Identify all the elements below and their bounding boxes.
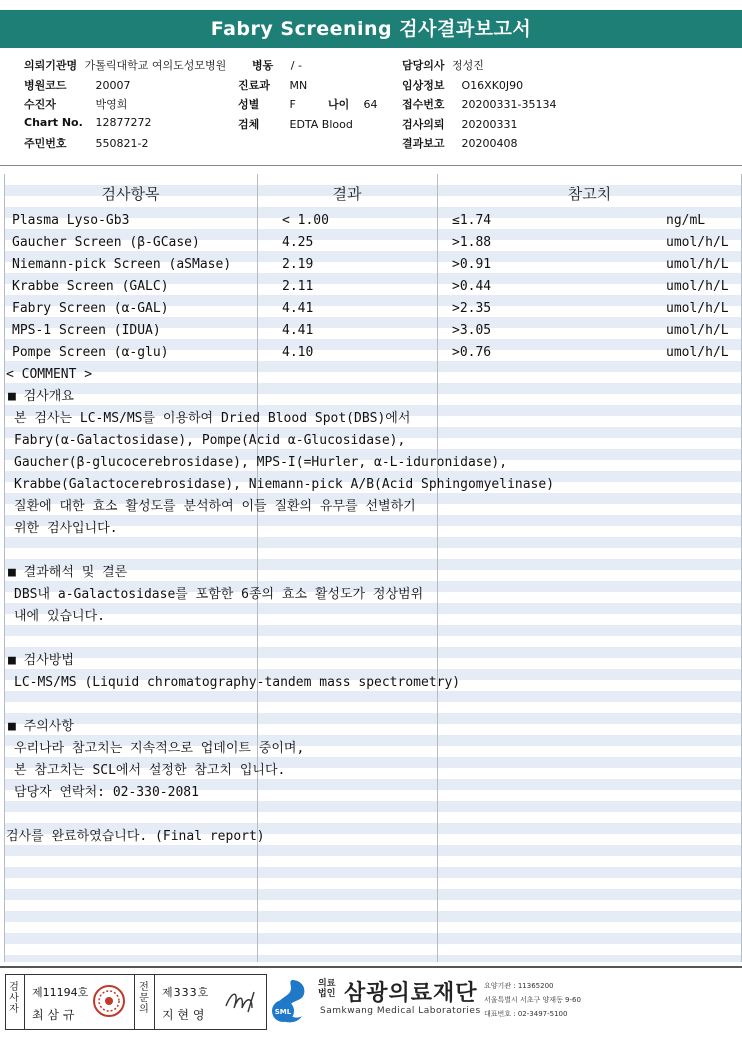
overview-line: Gaucher(β-glucocerebrosidase), MPS-I(=Hurler, α-L-iduronidase), bbox=[14, 455, 508, 470]
specialist-license: 제333호 bbox=[162, 986, 210, 999]
notice-line: 우리나라 참고치는 지속적으로 업데이트 중이며, bbox=[14, 741, 305, 756]
row-reference: >1.88 bbox=[452, 235, 492, 250]
overview-title: ■ 검사개요 bbox=[8, 389, 74, 404]
sex-value: F bbox=[289, 98, 296, 111]
ward-value: / - bbox=[290, 59, 302, 72]
row-test-name: Plasma Lyso-Gb3 bbox=[12, 213, 130, 228]
row-test-name: Pompe Screen (α-glu) bbox=[12, 345, 169, 360]
resident-no-label: 주민번호 bbox=[24, 137, 67, 150]
sex-label: 성별 bbox=[238, 98, 260, 111]
notice-line: 본 참고치는 SCL에서 설정한 참고치 입니다. bbox=[14, 763, 286, 778]
company-address: 서울특별시 서초구 양재동 9-60 bbox=[484, 996, 581, 1004]
row-unit: umol/h/L bbox=[666, 345, 729, 360]
signature-divider bbox=[154, 974, 155, 1030]
col-divider-2 bbox=[437, 174, 438, 962]
resident-no-value: 550821-2 bbox=[95, 137, 149, 150]
header-result: 결과 bbox=[332, 185, 362, 203]
overview-line: Krabbe(Galactocerebrosidase), Niemann-pick A/B(Acid Sphingomyelinase) bbox=[14, 477, 555, 492]
header-item: 검사항목 bbox=[101, 185, 160, 203]
interpretation-line: 내에 있습니다. bbox=[14, 609, 106, 624]
row-reference: >3.05 bbox=[452, 323, 492, 338]
row-unit: umol/h/L bbox=[666, 301, 729, 316]
examiner-label: 검사자 bbox=[9, 982, 19, 1015]
doctor-value: 정성진 bbox=[452, 59, 484, 72]
info-divider bbox=[0, 165, 742, 166]
institution-value: 가톨릭대학교 여의도성모병원 bbox=[84, 59, 227, 72]
hospital-code-label: 병원코드 bbox=[24, 79, 67, 92]
row-unit: umol/h/L bbox=[666, 279, 729, 294]
dept-value: MN bbox=[289, 79, 308, 92]
dept-label: 진료과 bbox=[238, 79, 270, 92]
signature-divider bbox=[24, 974, 25, 1030]
row-reference: >2.35 bbox=[452, 301, 492, 316]
corp-label-line-2: 법인 bbox=[318, 989, 336, 999]
overview-line: 본 검사는 LC-MS/MS를 이용하여 Dried Blood Spot(DBS)에서 bbox=[14, 411, 411, 426]
row-result: < 1.00 bbox=[282, 213, 329, 228]
row-unit: ng/mL bbox=[666, 213, 706, 228]
final-report-note: 검사를 완료하였습니다. (Final report) bbox=[6, 829, 265, 844]
company-english-name: Samkwang Medical Laboratories bbox=[320, 1006, 481, 1016]
care-institution-code: 요양기관 : 11365200 bbox=[484, 982, 554, 990]
notice-line: 담당자 연락처: 02-330-2081 bbox=[14, 785, 199, 800]
corp-type-label bbox=[318, 979, 335, 999]
overview-line: Fabry(α-Galactosidase), Pompe(Acid α-Glucosidase), bbox=[14, 433, 406, 448]
clinical-value: O16XK0J90 bbox=[461, 79, 524, 92]
row-result: 4.41 bbox=[282, 301, 314, 316]
examinee-label: 수진자 bbox=[24, 98, 56, 111]
specialist-name: 지 현 영 bbox=[162, 1008, 205, 1022]
row-unit: umol/h/L bbox=[666, 257, 729, 272]
report-title: Fabry Screening 검사결과보고서 bbox=[0, 10, 742, 48]
row-unit: umol/h/L bbox=[666, 323, 729, 338]
interpretation-title: ■ 결과해석 및 결론 bbox=[8, 565, 128, 580]
company-name: 삼광의료재단 bbox=[344, 981, 478, 1006]
overview-line: 질환에 대한 효소 활성도를 분석하여 이들 질환의 유무를 선별하기 bbox=[14, 499, 416, 514]
row-test-name: Fabry Screen (α-GAL) bbox=[12, 301, 169, 316]
report-date-label: 결과보고 bbox=[402, 137, 445, 150]
row-reference: ≤1.74 bbox=[452, 213, 492, 228]
request-date-label: 검사의뢰 bbox=[402, 118, 445, 131]
logo-text: SML bbox=[274, 1008, 292, 1016]
specimen-label: 검체 bbox=[238, 118, 260, 131]
notice-title: ■ 주의사항 bbox=[8, 719, 74, 734]
ward-label: 병동 bbox=[252, 59, 274, 72]
request-date-value: 20200331 bbox=[461, 118, 518, 131]
row-reference: >0.44 bbox=[452, 279, 492, 294]
header-reference: 참고치 bbox=[567, 185, 612, 203]
row-unit: umol/h/L bbox=[666, 235, 729, 250]
row-result: 2.19 bbox=[282, 257, 314, 272]
examiner-name: 최 삼 규 bbox=[32, 1008, 75, 1022]
company-phone: 대표번호 : 02-3497-5100 bbox=[484, 1010, 568, 1018]
row-result: 4.25 bbox=[282, 235, 314, 250]
overview-line: 위한 검사입니다. bbox=[14, 521, 118, 536]
sml-logo-icon bbox=[270, 976, 316, 1028]
row-test-name: Niemann-pick Screen (aSMase) bbox=[12, 257, 232, 272]
corp-label-line-1: 의료 bbox=[318, 979, 336, 989]
row-test-name: Gaucher Screen (β-GCase) bbox=[12, 235, 200, 250]
doctor-label: 담당의사 bbox=[402, 59, 445, 72]
method-line: LC-MS/MS (Liquid chromatography-tandem mass spectrometry) bbox=[14, 675, 461, 690]
row-test-name: Krabbe Screen (GALC) bbox=[12, 279, 169, 294]
examinee-value: 박영희 bbox=[95, 98, 128, 111]
specimen-value: EDTA Blood bbox=[289, 118, 353, 131]
signature-divider bbox=[134, 974, 135, 1030]
age-value: 64 bbox=[363, 98, 378, 111]
specialist-label: 전문의 bbox=[139, 982, 149, 1015]
row-result: 2.11 bbox=[282, 279, 314, 294]
receipt-value: 20200331-35134 bbox=[461, 98, 557, 111]
method-title: ■ 검사방법 bbox=[8, 653, 74, 668]
row-result: 4.10 bbox=[282, 345, 314, 360]
handwritten-signature-icon bbox=[222, 986, 262, 1016]
receipt-label: 접수번호 bbox=[402, 98, 445, 111]
age-label: 나이 bbox=[328, 98, 350, 111]
chart-no-label: Chart No. bbox=[24, 116, 83, 129]
report-date-value: 20200408 bbox=[461, 137, 518, 150]
chart-no-value: 12877272 bbox=[95, 116, 152, 129]
row-test-name: MPS-1 Screen (IDUA) bbox=[12, 323, 161, 338]
official-seal-icon bbox=[92, 984, 126, 1018]
hospital-code-value: 20007 bbox=[95, 79, 131, 92]
institution-label: 의뢰기관명 bbox=[24, 59, 78, 72]
examiner-license: 제11194호 bbox=[32, 986, 89, 999]
clinical-label: 임상정보 bbox=[402, 79, 445, 92]
sheet-left-border bbox=[4, 174, 5, 962]
comment-heading: < COMMENT > bbox=[6, 367, 93, 382]
row-reference: >0.91 bbox=[452, 257, 492, 272]
interpretation-line: DBS내 a-Galactosidase를 포함한 6종의 효소 활성도가 정상범위 bbox=[14, 587, 424, 602]
row-reference: >0.76 bbox=[452, 345, 492, 360]
row-result: 4.41 bbox=[282, 323, 314, 338]
